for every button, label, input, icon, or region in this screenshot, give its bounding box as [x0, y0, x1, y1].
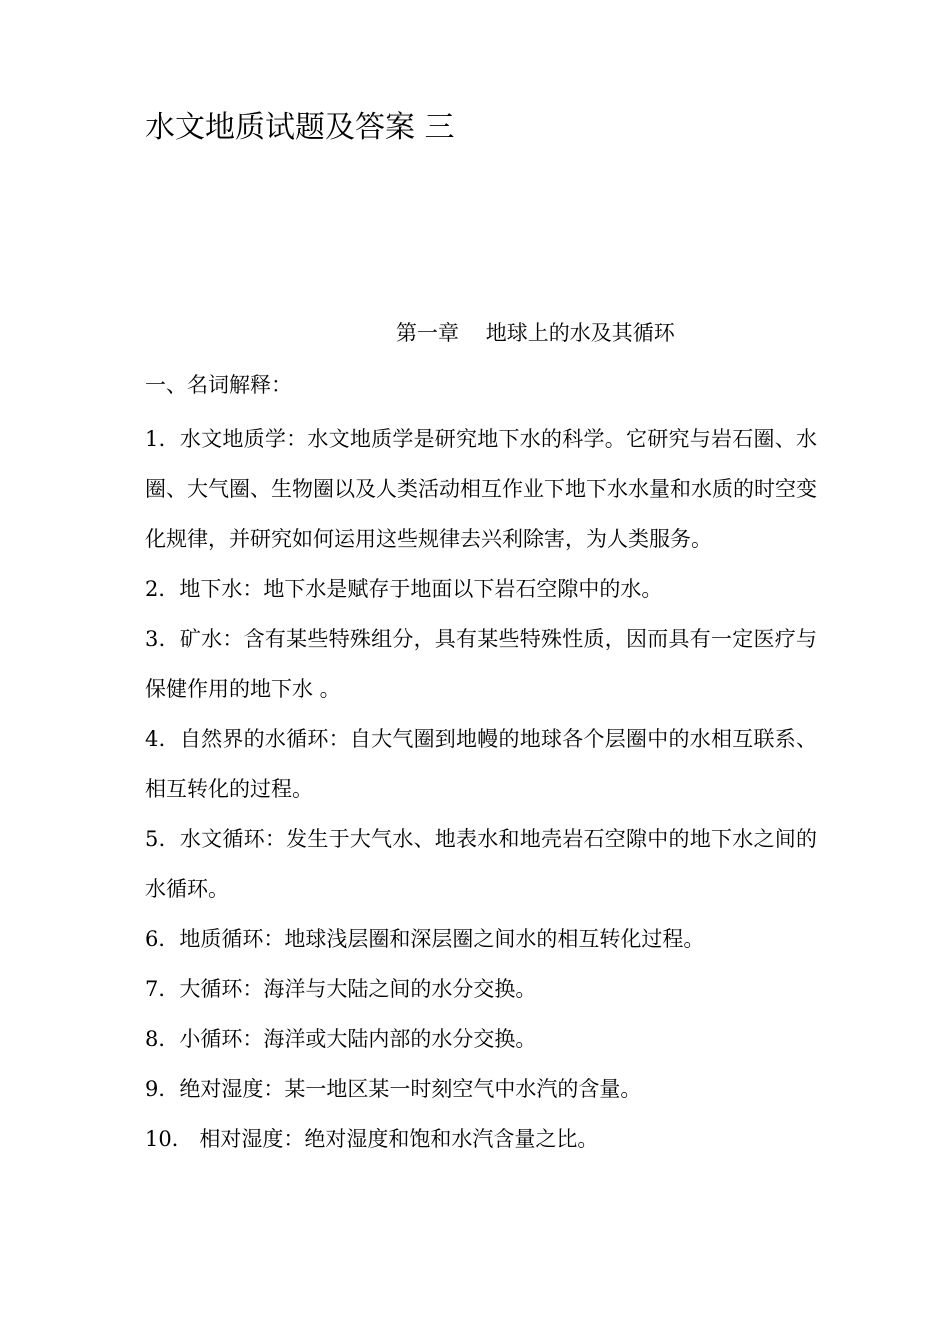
glossary-entry: 7．大循环：海洋与大陆之间的水分交换。 [145, 977, 537, 1001]
glossary-entry: 1．水文地质学：水文地质学是研究地下水的科学。它研究与岩石圈、水圈、大气圈、生物圈以及人类活动相互作业下地下水水量和水质的时空变化规律，并研究如何运用这些规律去兴利除害，为人类服务。 [145, 427, 817, 551]
glossary-list [145, 414, 817, 1164]
glossary-entry: 2．地下水：地下水是赋存于地面以下岩石空隙中的水。 [145, 577, 663, 601]
glossary-entry: 8．小循环：海洋或大陆内部的水分交换。 [145, 1027, 537, 1051]
glossary-entry: 3．矿水：含有某些特殊组分，具有某些特殊性质，因而具有一定医疗与保健作用的地下水 。 [145, 627, 817, 701]
glossary-entry: 9．绝对湿度：某一地区某一时刻空气中水汽的含量。 [145, 1077, 642, 1101]
glossary-entry: 10． 相对湿度：绝对湿度和饱和水汽含量之比。 [145, 1127, 599, 1151]
section-heading: 一、名词解释： [145, 373, 292, 397]
glossary-entry: 4．自然界的水循环：自大气圈到地幔的地球各个层圈中的水相互联系、相互转化的过程。 [145, 727, 817, 801]
chapter-heading: 第一章 地球上的水及其循环 [396, 321, 675, 345]
glossary-entry: 5．水文循环：发生于大气水、地表水和地壳岩石空隙中的地下水之间的水循环。 [145, 827, 817, 901]
document-title: 水文地质试题及答案 三 [145, 110, 455, 145]
glossary-entry: 6．地质循环：地球浅层圈和深层圈之间水的相互转化过程。 [145, 927, 705, 951]
